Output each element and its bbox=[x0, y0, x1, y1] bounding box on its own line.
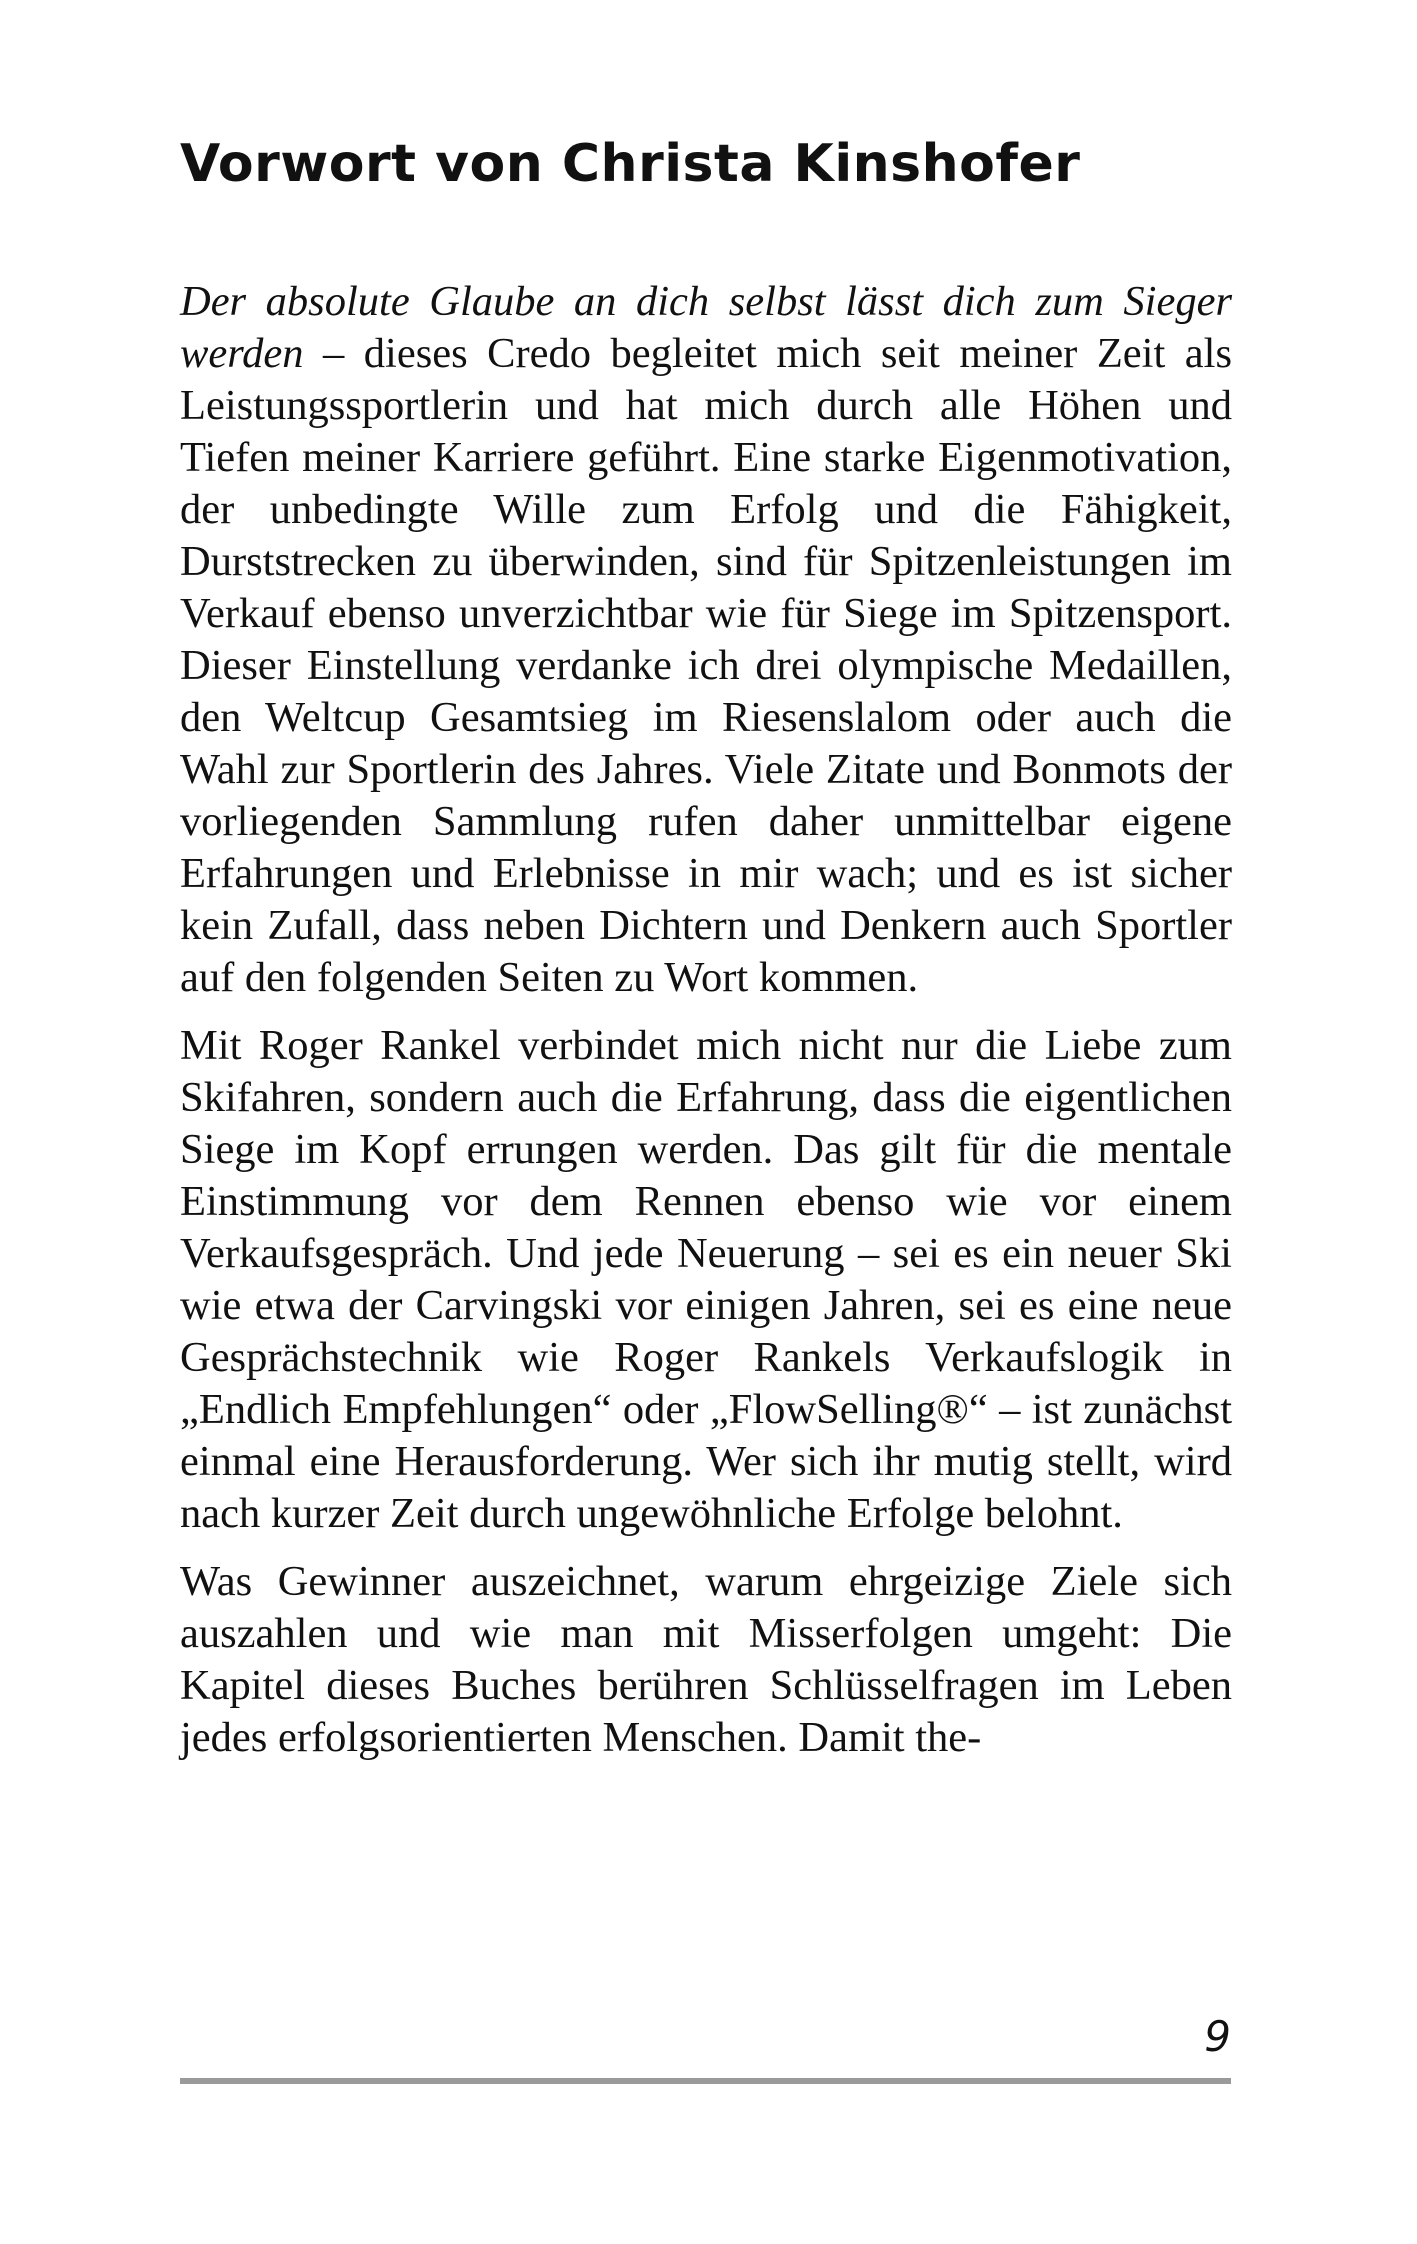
page-title: Vorwort von Christa Kinshofer bbox=[180, 134, 1081, 194]
paragraph-1 bbox=[180, 276, 1232, 1004]
body-text bbox=[180, 276, 1232, 1764]
italic-quote: Der absolute Glaube an dich selbst lässt dich zum Sieger werden bbox=[180, 278, 1232, 377]
paragraph-2: Mit Roger Rankel verbindet mich nicht nur die Liebe zum Skifahren, sondern auch die Erfahrung, dass die eigentlichen Siege im Kopf errungen werden. Das gilt für die mentale Einstimmung vor dem Rennen ebenso wie vor einem Verkaufsgespräch. Und jede Neuerung – sei es ein neuer Ski wie etwa der Carvingski vor einigen Jahren, sei es eine neue Gesprächstechnik wie Roger Rankels Verkaufslogik in „Endlich Empfehlungen“ oder „FlowSelling®“ – ist zunächst einmal eine Herausforderung. Wer sich ihr mutig stellt, wird nach kurzer Zeit durch ungewöhnliche Erfolge belohnt. bbox=[180, 1022, 1232, 1537]
paragraph-1-text: – dieses Credo begleitet mich seit meiner Zeit als Leistungssportlerin und hat mich durch alle Höhen und Tiefen meiner Karriere geführt. Eine starke Eigenmotivation, der unbedingte Wille zum Erfolg und die Fähigkeit, Durststrecken zu überwinden, sind für Spitzenleistungen im Verkauf ebenso unverzichtbar wie für Siege im Spitzensport. Dieser Einstellung verdanke ich drei olympische Medaillen, den Weltcup Gesamtsieg im Riesenslalom oder auch die Wahl zur Sportlerin des Jahres. Viele Zitate und Bonmots der vorliegenden Sammlung rufen daher unmittelbar eigene Erfahrungen und Erlebnisse in mir wach; und es ist sicher kein Zufall, dass neben Dichtern und Denkern auch Sportler auf den folgenden Seiten zu Wort kommen. bbox=[180, 330, 1232, 1001]
footer-rule bbox=[180, 2078, 1231, 2084]
paragraph-3: Was Gewinner auszeichnet, warum ehrgeizige Ziele sich auszahlen und wie man mit Misserfolgen umgeht: Die Kapitel dieses Buches berühren Schlüsselfragen im Leben jedes erfolgsorientierten Menschen. Damit the- bbox=[180, 1558, 1232, 1761]
page-number: 9 bbox=[1204, 2012, 1231, 2061]
